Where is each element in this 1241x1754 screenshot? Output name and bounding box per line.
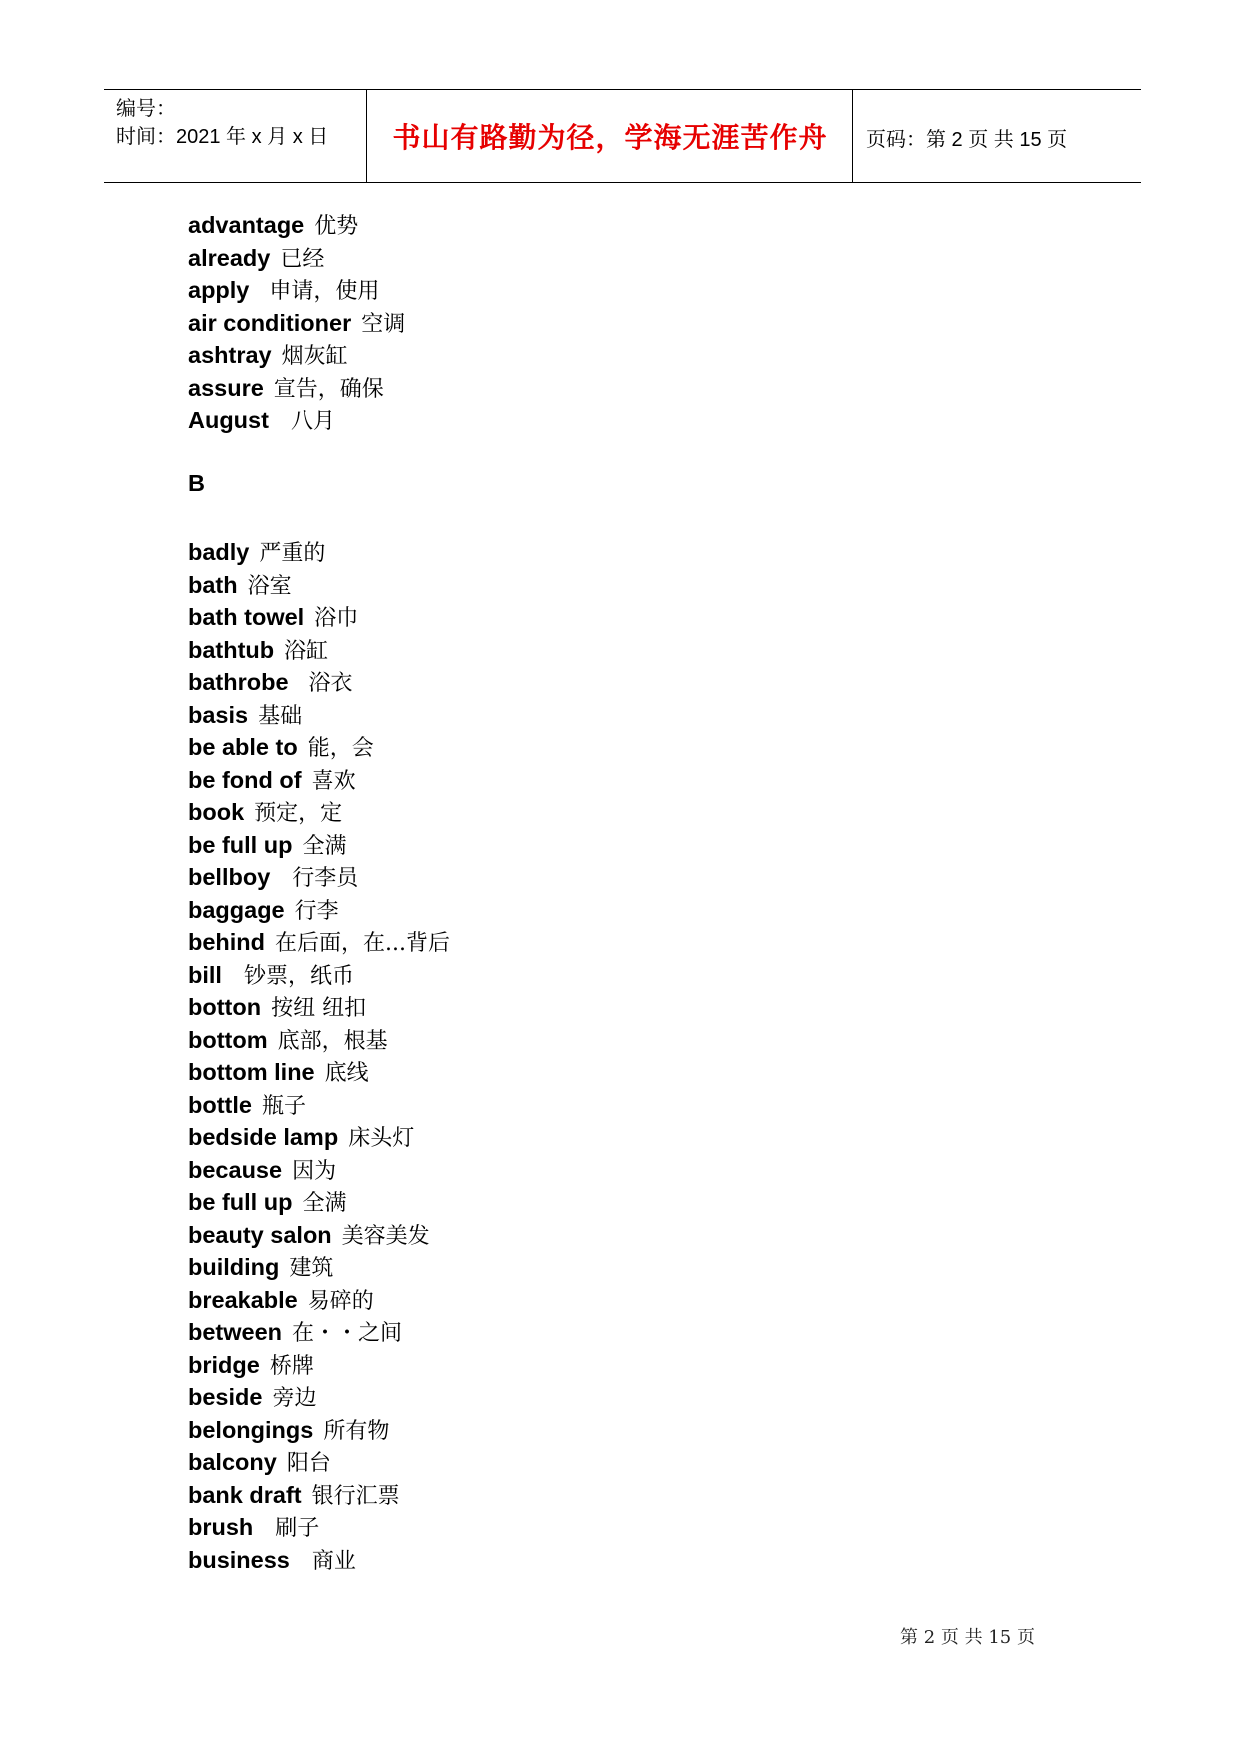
- entry-meaning: 宣告，确保: [273, 376, 384, 402]
- entry-meaning: 行李: [294, 898, 339, 924]
- entry-word: bridge: [188, 1351, 260, 1378]
- entry-word: August: [188, 407, 269, 433]
- entry-word: assure: [188, 374, 264, 401]
- entry-meaning: 基础: [258, 703, 303, 729]
- page-code: 页码：第 2 页 共 15 页: [866, 129, 1068, 151]
- entry-meaning: 按纽 纽扣: [271, 996, 367, 1021]
- vocab-entry: [188, 1446, 450, 1479]
- entry-meaning: 烟灰缸: [281, 344, 348, 369]
- entry-word: beside: [188, 1384, 263, 1410]
- entry-meaning: 底线: [324, 1061, 369, 1086]
- vocab-entry: [188, 764, 450, 797]
- entry-word: building: [188, 1254, 280, 1280]
- entry-meaning: 建筑: [289, 1256, 334, 1281]
- vocab-entry: [188, 1121, 450, 1154]
- entry-word: bank draft: [188, 1481, 302, 1508]
- entry-meaning: 申请，使用: [269, 279, 380, 304]
- entry-meaning: 底部，根基: [277, 1028, 388, 1054]
- vocab-entry: [188, 1316, 450, 1349]
- vocab-entry: [188, 1186, 450, 1219]
- section-heading-b: B: [188, 470, 205, 496]
- entry-meaning: 空调: [361, 311, 406, 337]
- vocab-entry: [188, 1056, 450, 1089]
- entry-meaning: 在・・之间: [292, 1321, 403, 1346]
- header-page-cell: [854, 90, 1141, 182]
- entry-word: be fond of: [188, 766, 302, 793]
- vocab-entry: [188, 699, 450, 732]
- entry-word: belongings: [188, 1416, 314, 1443]
- vocab-entry: [188, 307, 405, 340]
- vocab-entry: [188, 731, 450, 764]
- entry-word: bottom line: [188, 1059, 315, 1085]
- vocab-entry: [188, 1414, 450, 1447]
- entry-word: advantage: [188, 212, 305, 238]
- entry-word: book: [188, 799, 245, 825]
- entry-word: bath: [188, 571, 238, 598]
- time-label: 时间：2021 年 x 月 x 日: [116, 126, 329, 148]
- entry-meaning: 预定，定: [254, 801, 343, 826]
- entry-word: be full up: [188, 831, 293, 858]
- entry-word: beauty salon: [188, 1221, 332, 1248]
- vocab-list-b: [188, 536, 450, 1576]
- vocab-entry: [188, 536, 450, 569]
- vocab-entry: [188, 372, 405, 405]
- vocab-entry: [188, 1479, 450, 1512]
- entry-word: breakable: [188, 1286, 298, 1313]
- vocab-entry: [188, 339, 405, 372]
- vocab-entry: [188, 1024, 450, 1057]
- entry-meaning: 刷子: [275, 1516, 320, 1541]
- vocab-entry: [188, 894, 450, 927]
- entry-meaning: 能，会: [307, 736, 374, 761]
- entry-meaning: 易碎的: [307, 1288, 374, 1314]
- vocab-entry: [188, 1349, 450, 1382]
- entry-word: basis: [188, 701, 249, 728]
- vocab-entry: [188, 634, 450, 667]
- entry-word: bill: [188, 961, 222, 988]
- vocab-entry: [188, 666, 450, 699]
- vocab-entry: [188, 861, 450, 894]
- entry-meaning: 八月: [290, 409, 335, 434]
- entry-word: already: [188, 244, 271, 271]
- entry-meaning: 喜欢: [311, 768, 356, 794]
- entry-meaning: 钞票，纸币: [243, 963, 354, 989]
- vocab-entry: [188, 959, 450, 992]
- entry-word: bedside lamp: [188, 1124, 339, 1150]
- entry-word: bellboy: [188, 864, 271, 890]
- header-meta-cell: [104, 90, 367, 182]
- entry-word: bath towel: [188, 604, 305, 630]
- entry-meaning: 优势: [314, 214, 359, 239]
- entry-word: brush: [188, 1514, 254, 1540]
- vocab-entry: [188, 926, 450, 959]
- vocab-entry: [188, 404, 405, 437]
- motto: 书山有路勤为径，学海无涯苦作舟: [392, 121, 828, 154]
- vocab-entry: [188, 569, 450, 602]
- entry-word: be full up: [188, 1189, 293, 1215]
- entry-meaning: 桥牌: [269, 1353, 314, 1379]
- entry-word: botton: [188, 994, 262, 1020]
- entry-meaning: 浴衣: [308, 671, 353, 696]
- entry-meaning: 浴巾: [314, 606, 359, 631]
- entry-word: bathrobe: [188, 669, 289, 695]
- entry-word: baggage: [188, 896, 285, 923]
- entry-meaning: 美容美发: [341, 1223, 430, 1249]
- vocab-entry: [188, 1251, 450, 1284]
- vocab-entry: [188, 209, 405, 242]
- entry-word: between: [188, 1319, 283, 1345]
- entry-meaning: 瓶子: [261, 1093, 306, 1119]
- header-motto-cell: [368, 90, 853, 182]
- entry-word: bottom: [188, 1026, 268, 1053]
- entry-meaning: 商业: [311, 1548, 356, 1574]
- number-label: 编号：: [116, 98, 176, 120]
- vocab-entry: [188, 796, 450, 829]
- vocab-entry: [188, 1511, 450, 1544]
- entry-meaning: 所有物: [323, 1418, 390, 1444]
- entry-word: bathtub: [188, 636, 275, 663]
- entry-meaning: 浴缸: [284, 638, 329, 664]
- entry-meaning: 因为: [292, 1158, 337, 1184]
- entry-meaning: 阳台: [286, 1451, 331, 1476]
- entry-word: bottle: [188, 1091, 252, 1118]
- entry-word: ashtray: [188, 342, 272, 368]
- entry-word: balcony: [188, 1449, 277, 1475]
- entry-meaning: 旁边: [272, 1386, 317, 1411]
- entry-meaning: 全满: [302, 1191, 347, 1216]
- vocab-entry: [188, 1544, 450, 1577]
- entry-meaning: 严重的: [259, 541, 326, 566]
- entry-meaning: 在后面，在...背后: [275, 931, 451, 956]
- entry-meaning: 已经: [280, 246, 325, 272]
- vocab-entry: [188, 601, 450, 634]
- vocab-list-a: [188, 209, 405, 437]
- page-footer: 第 2 页 共 15 页: [900, 1627, 1035, 1648]
- document-header: [104, 89, 1141, 183]
- entry-word: be able to: [188, 734, 298, 760]
- entry-meaning: 床头灯: [348, 1126, 415, 1151]
- vocab-entry: [188, 1381, 450, 1414]
- entry-word: air conditioner: [188, 309, 352, 336]
- entry-meaning: 行李员: [292, 866, 359, 891]
- vocab-entry: [188, 274, 405, 307]
- entry-word: badly: [188, 539, 250, 565]
- entry-meaning: 银行汇票: [311, 1483, 400, 1509]
- vocab-entry: [188, 1089, 450, 1122]
- vocab-entry: [188, 829, 450, 862]
- vocab-entry: [188, 1154, 450, 1187]
- entry-meaning: 浴室: [247, 573, 292, 599]
- entry-word: behind: [188, 929, 266, 955]
- entry-word: business: [188, 1546, 290, 1573]
- entry-word: because: [188, 1156, 283, 1183]
- vocab-entry: [188, 242, 405, 275]
- entry-word: apply: [188, 277, 250, 303]
- vocab-entry: [188, 1284, 450, 1317]
- vocab-entry: [188, 991, 450, 1024]
- entry-meaning: 全满: [302, 833, 347, 859]
- vocab-entry: [188, 1219, 450, 1252]
